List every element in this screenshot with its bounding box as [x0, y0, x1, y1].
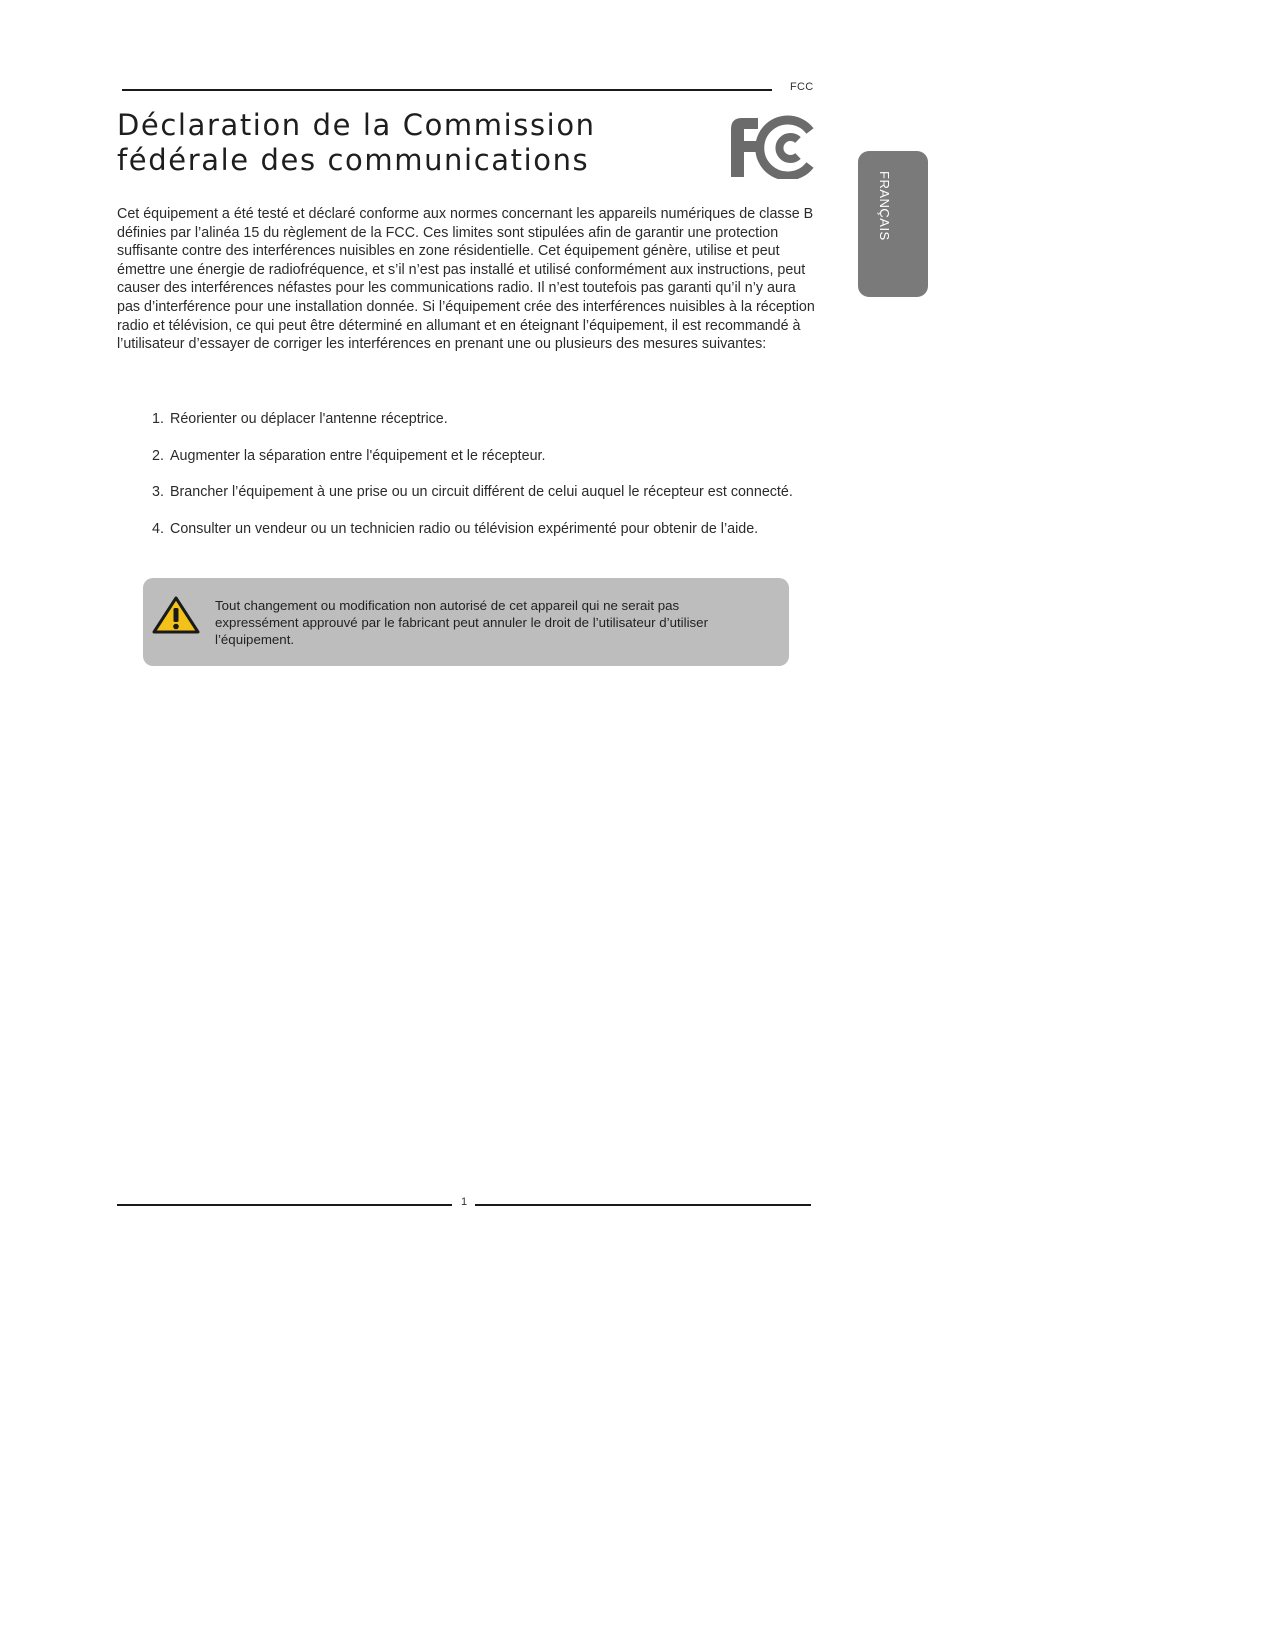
page-title: [117, 108, 717, 178]
intro-paragraph: Cet équipement a été testé et déclaré conforme aux normes concernant les appareils numériques de classe B définies par l’alinéa 15 du règlement de la FCC. Ces limites sont stipulées afin de garantir une protection suffisante contre des interférences nuisibles en zone résidentielle. Cet équipement génère, utilise et peut émettre une énergie de radiofréquence, et s’il n’est pas installé et utilisé conformément aux instructions, peut causer des interférences néfastes pour les communications radio. Il n’est toutefois pas garanti qu’il n’y aura pas d’interférence pour une installation donnée. Si l’équipement crée des interférences nuisibles à la réception radio et télévision, ce qui peut être déterminé en allumant et en éteignant l’équipement, il est recommandé à l’utilisateur d’essayer de corriger les interférences en prenant une ou plusieurs des mesures suivantes:: [117, 206, 815, 353]
page-title-line-2: fédérale des communications: [117, 143, 590, 177]
list-item: [152, 520, 832, 539]
fcc-logo-icon: [728, 115, 814, 179]
list-item-number: 1.: [152, 411, 164, 427]
header-rule: [122, 89, 772, 91]
page-title-line-1: Déclaration de la Commission: [117, 108, 596, 142]
measures-list: [152, 410, 832, 556]
list-item-number: 2.: [152, 447, 164, 464]
warning-box: [143, 578, 789, 666]
header-section-label: FCC: [790, 81, 814, 93]
language-tab[interactable]: [858, 151, 928, 297]
footer-rule-left: [117, 1204, 452, 1206]
page-number: 1: [460, 1196, 468, 1208]
list-item-number: 4.: [152, 520, 164, 537]
list-item-text: Réorienter ou déplacer l'antenne réceptrice.: [170, 411, 448, 427]
list-item: [152, 410, 832, 429]
footer-rule-right: [475, 1204, 811, 1206]
list-item-text: Consulter un vendeur ou un technicien radio ou télévision expérimenté pour obtenir de l’aide.: [170, 520, 759, 537]
list-item-text: Brancher l’équipement à une prise ou un circuit différent de celui auquel le récepteur est connecté.: [170, 484, 793, 501]
warning-triangle-icon: [152, 596, 200, 634]
list-item: [152, 447, 832, 466]
list-item: [152, 483, 832, 502]
language-tab-label: FRANÇAIS: [877, 171, 892, 241]
warning-text: Tout changement ou modification non autorisé de cet appareil qui ne serait pas expressément approuvé par le fabricant peut annuler le droit de l’utilisateur d’utiliser l’équipement.: [215, 598, 708, 647]
list-item-text: Augmenter la séparation entre l'équipement et le récepteur.: [170, 447, 546, 464]
list-item-number: 3.: [152, 484, 164, 501]
